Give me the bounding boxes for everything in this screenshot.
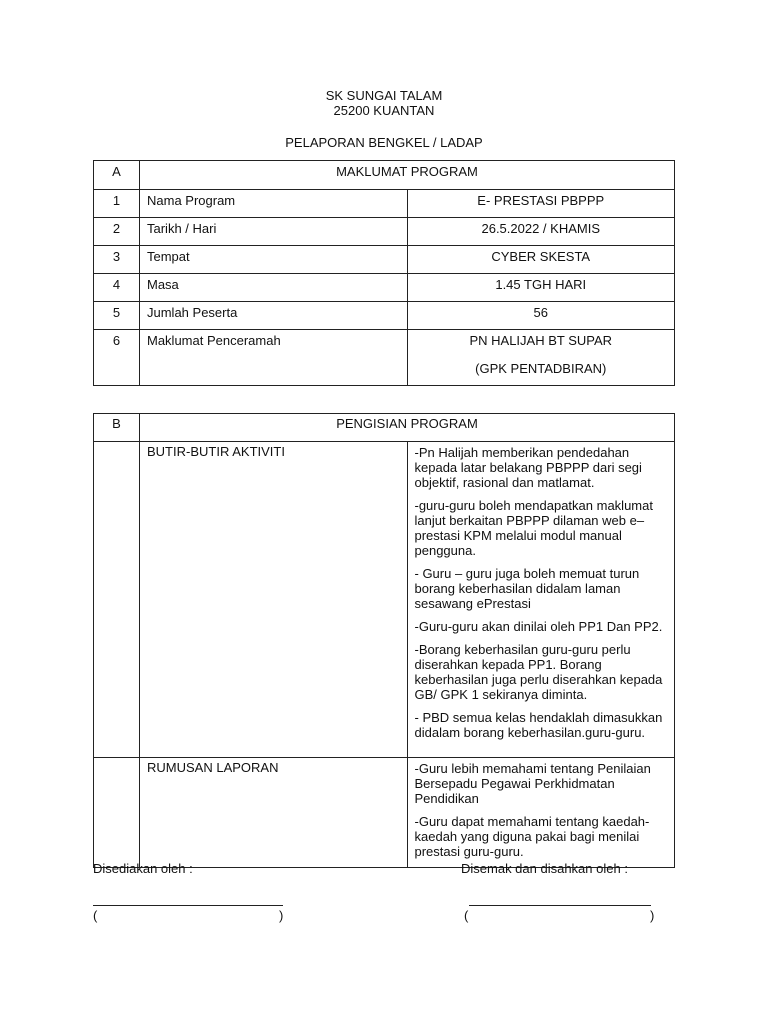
speaker-cell (407, 330, 675, 386)
table-row (94, 246, 675, 274)
summary-label: RUMUSAN LAPORAN (140, 758, 408, 868)
activities-label: BUTIR-BUTIR AKTIVITI (140, 442, 408, 758)
row-label: Maklumat Penceramah (140, 330, 408, 386)
prepared-by-label: Disediakan oleh : (93, 861, 193, 876)
row-number: 1 (94, 190, 140, 218)
activity-item: -Borang keberhasilan guru-guru perlu diserahkan kepada PP1. Borang keberhasilan juga perlu diserahkan kepada GB/ GPK 1 sekiranya diminta. (414, 642, 663, 702)
section-b-heading: PENGISIAN PROGRAM (140, 414, 675, 442)
summary-item: -Guru dapat memahami tentang kaedah-kaedah yang diguna pakai bagi menilai prestasi guru-guru. (414, 814, 650, 859)
prepared-signature-line (93, 905, 283, 906)
section-b-table (93, 413, 675, 868)
activities-row (94, 442, 675, 758)
section-b-letter: B (94, 414, 140, 442)
section-b-header-row (94, 414, 675, 442)
empty-cell (94, 758, 140, 868)
table-row (94, 190, 675, 218)
verified-by-label: Disemak dan disahkan oleh : (461, 861, 628, 876)
row-label: Masa (140, 274, 408, 302)
verified-name-open-paren: ( (464, 908, 469, 923)
row-number: 4 (94, 274, 140, 302)
activity-item: -Pn Halijah memberikan pendedahan kepada latar belakang PBPPP dari segi objektif, rasional dan matlamat. (414, 445, 642, 490)
row-value: 1.45 TGH HARI (407, 274, 675, 302)
summary-row (94, 758, 675, 868)
activities-content (407, 442, 675, 758)
empty-cell (94, 442, 140, 758)
row-number: 5 (94, 302, 140, 330)
row-number: 6 (94, 330, 140, 386)
speaker-name: PN HALIJAH BT SUPAR (469, 333, 613, 348)
row-label: Jumlah Peserta (140, 302, 408, 330)
table-row (94, 274, 675, 302)
summary-item: -Guru lebih memahami tentang Penilaian Bersepadu Pegawai Perkhidmatan Pendidikan (414, 761, 651, 806)
school-address: 25200 KUANTAN (333, 103, 435, 118)
prepared-name-open-paren: ( (93, 908, 98, 923)
activity-item: -Guru-guru akan dinilai oleh PP1 Dan PP2. (414, 619, 663, 634)
row-number: 2 (94, 218, 140, 246)
section-a-letter: A (94, 161, 140, 190)
row-value: 56 (407, 302, 675, 330)
verified-name-close-paren: ) (650, 908, 655, 923)
table-row (94, 330, 675, 386)
row-label: Nama Program (140, 190, 408, 218)
activity-item: - Guru – guru juga boleh memuat turun borang keberhasilan didalam laman sesawang ePrestasi (414, 566, 640, 611)
school-name: SK SUNGAI TALAM (325, 88, 443, 103)
summary-content (407, 758, 675, 868)
activity-item: -guru-guru boleh mendapatkan maklumat lanjut berkaitan PBPPP dilaman web e–prestasi KPM melalui modul manual pengguna. (414, 498, 653, 558)
prepared-name-close-paren: ) (279, 908, 284, 923)
row-value: 26.5.2022 / KHAMIS (407, 218, 675, 246)
section-a-header-row (94, 161, 675, 190)
verified-signature-line (469, 905, 651, 906)
section-a-heading: MAKLUMAT PROGRAM (140, 161, 675, 190)
activity-item: - PBD semua kelas hendaklah dimasukkan didalam borang keberhasilan.guru-guru. (414, 710, 663, 740)
row-value: CYBER SKESTA (407, 246, 675, 274)
row-value: E- PRESTASI PBPPP (407, 190, 675, 218)
document-title: PELAPORAN BENGKEL / LADAP (285, 135, 483, 150)
section-a-table (93, 160, 675, 386)
row-number: 3 (94, 246, 140, 274)
speaker-position: (GPK PENTADBIRAN) (475, 361, 607, 376)
table-row (94, 302, 675, 330)
row-label: Tempat (140, 246, 408, 274)
table-row (94, 218, 675, 246)
row-label: Tarikh / Hari (140, 218, 408, 246)
